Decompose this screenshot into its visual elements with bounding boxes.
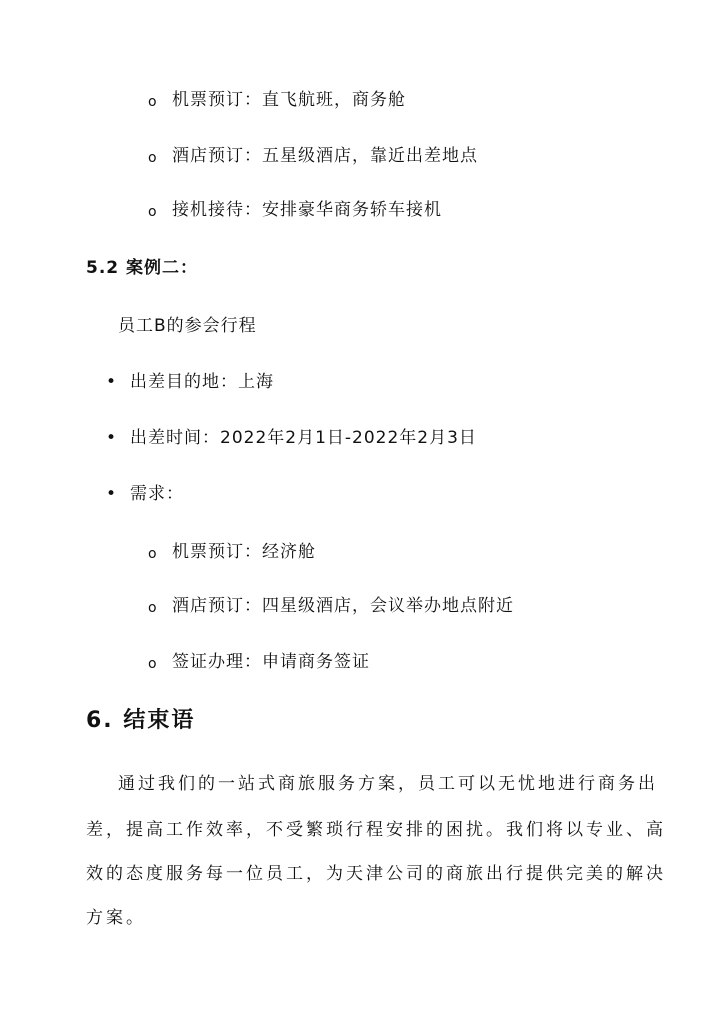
- conclusion-line: 差，提高工作效率，不受繁琐行程安排的困扰。我们将以专业、高: [86, 820, 666, 840]
- case2-intro: 员工B的参会行程: [118, 316, 257, 336]
- sub-bullet-marker: o: [148, 204, 157, 220]
- conclusion-line: 通过我们的一站式商旅服务方案，员工可以无忧地进行商务出: [118, 774, 658, 794]
- bullet-marker: •: [106, 428, 117, 448]
- sub-bullet-marker: o: [148, 656, 157, 672]
- case2-bullet-time: 出差时间：2022年2月1日-2022年2月3日: [130, 428, 477, 448]
- section-heading-case2: 5.2 案例二：: [86, 258, 199, 278]
- conclusion-line: 方案。: [86, 908, 146, 928]
- conclusion-line: 效的态度服务每一位员工，为天津公司的商旅出行提供完美的解决: [86, 864, 666, 884]
- bullet-marker: •: [106, 484, 117, 504]
- case1-sub-item-pickup: 接机接待：安排豪华商务轿车接机: [172, 200, 442, 220]
- section-heading-conclusion: 6. 结束语: [86, 708, 196, 733]
- sub-bullet-marker: o: [148, 546, 157, 562]
- case1-sub-item-hotel: 酒店预订：五星级酒店，靠近出差地点: [172, 146, 478, 166]
- case1-sub-item-flight: 机票预订：直飞航班，商务舱: [172, 90, 406, 110]
- case2-sub-item-visa: 签证办理：申请商务签证: [172, 652, 370, 672]
- case2-sub-item-flight: 机票预订：经济舱: [172, 542, 316, 562]
- sub-bullet-marker: o: [148, 94, 157, 110]
- case2-sub-item-hotel: 酒店预订：四星级酒店，会议举办地点附近: [172, 596, 514, 616]
- bullet-marker: •: [106, 372, 117, 392]
- sub-bullet-marker: o: [148, 600, 157, 616]
- case2-bullet-needs: 需求：: [130, 484, 184, 504]
- case2-bullet-destination: 出差目的地：上海: [130, 372, 274, 392]
- sub-bullet-marker: o: [148, 150, 157, 166]
